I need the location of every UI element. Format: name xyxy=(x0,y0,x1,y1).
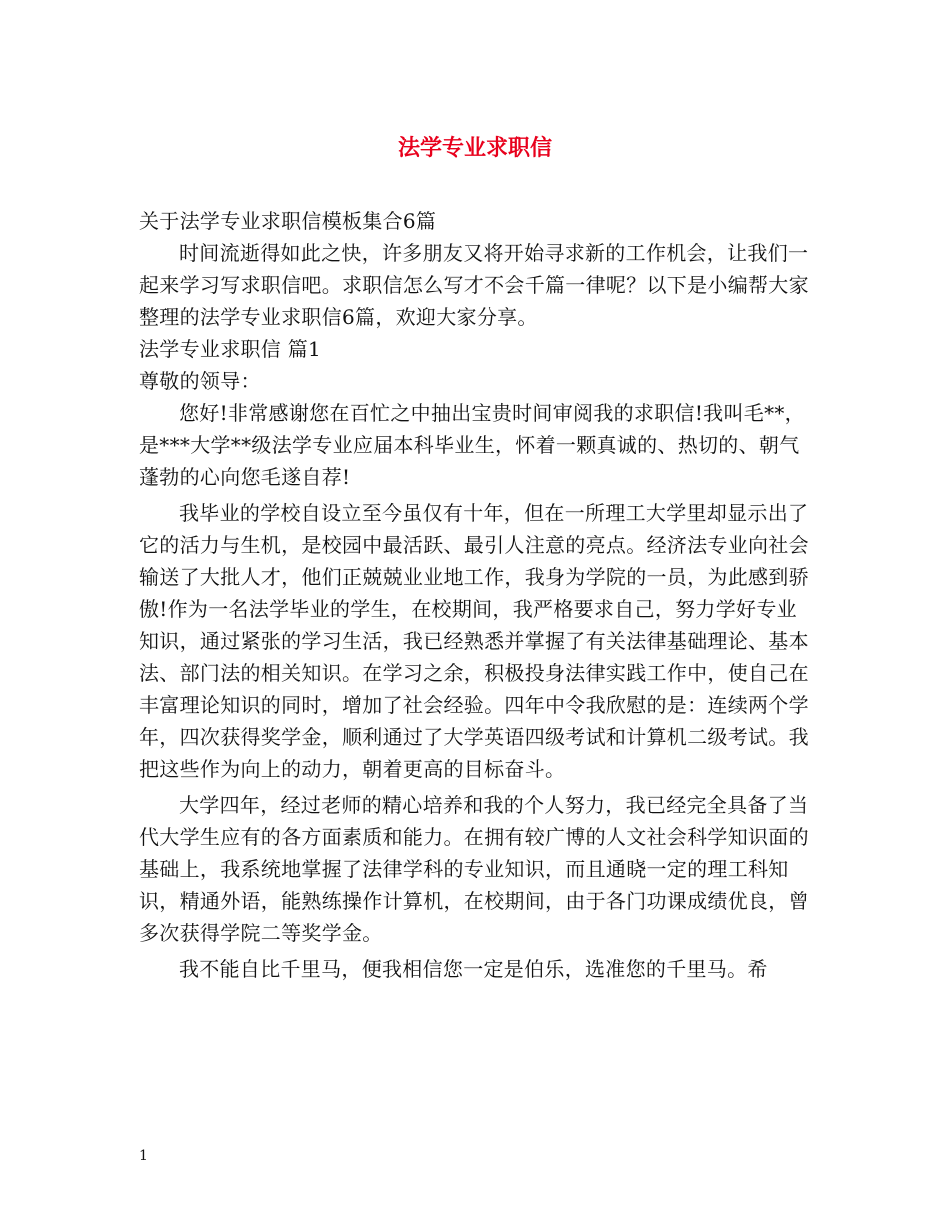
document-title: 法学专业求职信 xyxy=(397,135,552,161)
body-paragraph-4: 我不能自比千里马，便我相信您一定是伯乐，选准您的千里马。希 xyxy=(179,957,768,981)
body-paragraph-3: 大学四年，经过老师的精心培养和我的个人努力，我已经完全具备了当代大学生应有的各方面素质和能力。在拥有较广博的人文社会科学知识面的基础上，我系统地掌握了法律学科的专业知识，而且通晓一定的理工科知识，精通外语，能熟练操作计算机，在校期间，由于各门功课成绩优良，曾多次获得学院二等奖学金。 xyxy=(139,793,809,945)
body-paragraph-2: 我毕业的学校自设立至今虽仅有十年，但在一所理工大学里却显示出了它的活力与生机，是校园中最活跃、最引人注意的亮点。经济法专业向社会输送了大批人才，他们正兢兢业业地工作，我身为学院的一员，为此感到骄傲!作为一名法学毕业的学生，在校期间，我严格要求自己，努力学好专业知识，通过紧张的学习生活，我已经熟悉并掌握了有关法律基础理论、基本法、部门法的相关知识。在学习之余，积极投身法律实践工作中，使自己在丰富理论知识的同时，增加了社会经验。四年中令我欣慰的是：连续两个学年，四次获得奖学金，顺利通过了大学英语四级考试和计算机二级考试。我把这些作为向上的动力，朝着更高的目标奋斗。 xyxy=(139,501,809,781)
document-subtitle: 关于法学专业求职信模板集合6篇 xyxy=(139,209,437,233)
intro-paragraph: 时间流逝得如此之快，许多朋友又将开始寻求新的工作机会，让我们一起来学习写求职信吧。求职信怎么写才不会千篇一律呢？以下是小编帮大家整理的法学专业求职信6篇，欢迎大家分享。 xyxy=(139,241,809,329)
section-heading: 法学专业求职信 篇1 xyxy=(139,337,322,361)
page-number: 1 xyxy=(139,1148,148,1164)
salutation: 尊敬的领导： xyxy=(139,369,261,393)
body-paragraph-1: 您好!非常感谢您在百忙之中抽出宝贵时间审阅我的求职信!我叫毛**，是***大学**级法学专业应届本科毕业生，怀着一颗真诚的、热切的、朝气蓬勃的心向您毛遂自荐! xyxy=(139,401,805,489)
document-body xyxy=(139,205,811,985)
